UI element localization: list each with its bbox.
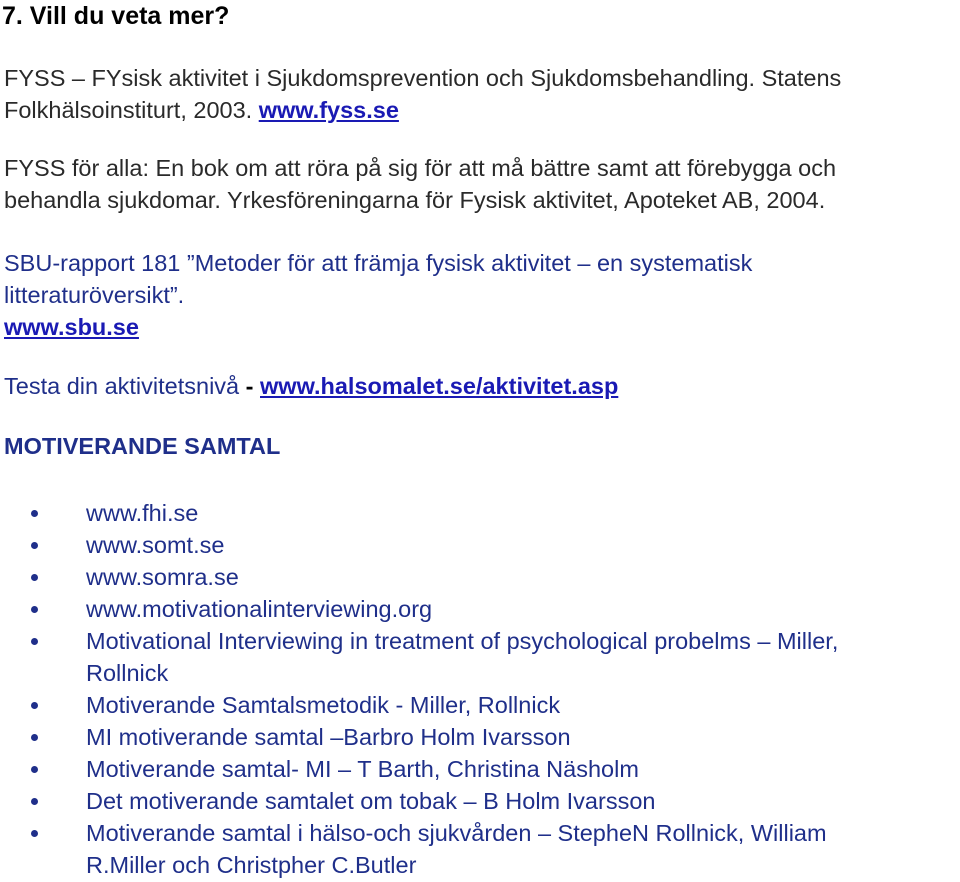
- list-item: Motiverande Samtalsmetodik - Miller, Rollnick: [0, 689, 960, 721]
- motiverande-samtal-list: [0, 497, 960, 881]
- list-item: www.motivationalinterviewing.org: [0, 593, 960, 625]
- page-heading: 7. Vill du veta mer?: [2, 2, 230, 30]
- bullet-icon: [31, 638, 38, 645]
- motiverande-samtal-heading: MOTIVERANDE SAMTAL: [4, 433, 281, 459]
- ref-fyss-line2: [4, 94, 399, 126]
- testa-dash: -: [245, 373, 261, 399]
- ref-fyss-alla-line2: behandla sjukdomar. Yrkesföreningarna för Fysisk aktivitet, Apoteket AB, 2004.: [4, 187, 826, 213]
- bullet-icon: [31, 830, 38, 837]
- sbu-link[interactable]: www.sbu.se: [4, 314, 139, 340]
- ref-testa: [4, 370, 618, 402]
- fyss-link[interactable]: www.fyss.se: [258, 97, 399, 123]
- bullet-icon: [31, 510, 38, 517]
- ref-sbu-line3: [4, 311, 139, 343]
- ref-fyss-publisher: Folkhälsoinstiturt, 2003.: [4, 97, 259, 123]
- list-item: MI motiverande samtal –Barbro Holm Ivarsson: [0, 721, 960, 753]
- list-item: www.fhi.se: [0, 497, 960, 529]
- bullet-icon: [31, 542, 38, 549]
- ref-fyss-line1: FYSS – FYsisk aktivitet i Sjukdomsprevention och Sjukdomsbehandling. Statens: [4, 65, 842, 91]
- list-item: www.somt.se: [0, 529, 960, 561]
- bullet-icon: [31, 798, 38, 805]
- testa-label: Testa din aktivitetsnivå: [4, 373, 246, 399]
- bullet-icon: [31, 702, 38, 709]
- list-item: Motivational Interviewing in treatment of psychological probelms – Miller, Rollnick: [0, 625, 960, 689]
- list-item: www.somra.se: [0, 561, 960, 593]
- ref-sbu-line1: SBU-rapport 181 ”Metoder för att främja fysisk aktivitet – en systematisk: [4, 250, 753, 276]
- list-item: Det motiverande samtalet om tobak – B Holm Ivarsson: [0, 785, 960, 817]
- bullet-icon: [31, 766, 38, 773]
- bullet-icon: [31, 734, 38, 741]
- list-item: Motiverande samtal i hälso-och sjukvården – StepheN Rollnick, William R.Miller och Christpher C.Butler: [0, 817, 960, 881]
- ref-sbu-line2: litteraturöversikt”.: [4, 282, 185, 308]
- bullet-icon: [31, 606, 38, 613]
- list-item: Motiverande samtal- MI – T Barth, Christina Näsholm: [0, 753, 960, 785]
- bullet-icon: [31, 574, 38, 581]
- ref-fyss-alla-line1: FYSS för alla: En bok om att röra på sig för att må bättre samt att förebygga och: [4, 155, 837, 181]
- halsomalet-link[interactable]: www.halsomalet.se/aktivitet.asp: [260, 373, 619, 399]
